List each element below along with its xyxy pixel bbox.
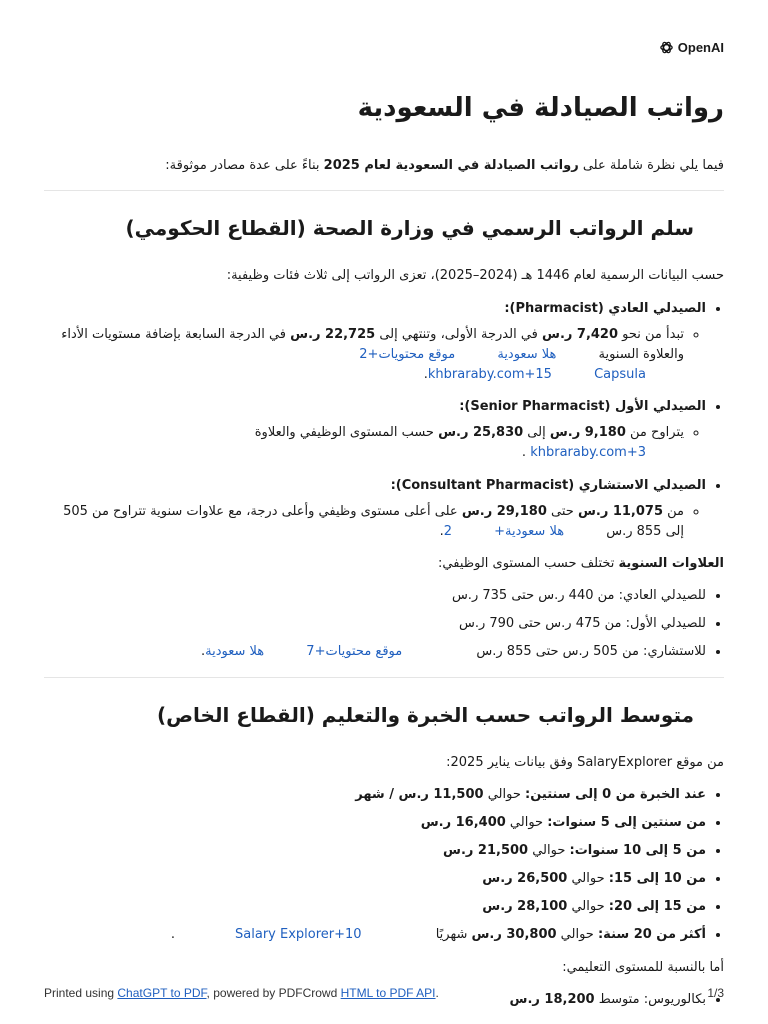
print-footer bbox=[44, 986, 724, 1000]
allowances-lead: العلاوات السنوية تختلف حسب المستوى الوظيفي: bbox=[438, 555, 724, 571]
category-list bbox=[44, 299, 724, 542]
openai-logo-icon bbox=[659, 40, 674, 55]
openai-logo bbox=[659, 40, 724, 55]
list-item: • للصيدلي العادي: من 440 ر.س حتى 735 ر.س bbox=[44, 586, 706, 606]
section-heading-private: متوسط الرواتب حسب الخبرة والتعليم (القطاع الخاص) bbox=[156, 702, 694, 727]
source-link[interactable]: هلا سعودية bbox=[205, 644, 265, 660]
source-link[interactable]: 2 bbox=[443, 523, 453, 539]
chatgpt-to-pdf-link[interactable]: ChatGPT to PDF bbox=[117, 986, 207, 1000]
logo-text: OpenAI bbox=[677, 40, 724, 55]
list-item: • من سنتين إلى 5 سنوات: حوالي 16,400 ر.س bbox=[44, 813, 706, 833]
list-item: • من 15 إلى 20: حوالي 28,100 ر.س bbox=[44, 897, 706, 917]
list-item: • عند الخبرة من 0 إلى سنتين: حوالي 11,500 ر.س / شهر bbox=[44, 785, 706, 805]
list-item: • أكثر من 20 سنة: حوالي 30,800 ر.س شهريًا Salary Explorer+10. bbox=[44, 925, 706, 945]
list-item bbox=[44, 299, 706, 386]
footer-credit: Printed using ChatGPT to PDF, powered by PDFCrowd HTML to PDF API. bbox=[44, 986, 439, 1000]
category-title: الصيدلي الأول (Senior Pharmacist): bbox=[459, 399, 706, 415]
divider bbox=[44, 677, 724, 678]
source-link[interactable]: khbraraby.com+15 bbox=[427, 367, 552, 382]
section-lead: من موقع SalaryExplorer وفق بيانات يناير 2025: bbox=[446, 754, 724, 770]
page-title: رواتب الصيادلة في السعودية bbox=[357, 93, 724, 123]
source-link[interactable]: موقع محتويات+7 bbox=[306, 644, 403, 660]
education-lead: أما بالنسبة للمستوى التعليمي: bbox=[562, 959, 724, 975]
list-item: • بكالوريوس: متوسط 18,200 ر.س bbox=[44, 990, 706, 1010]
source-link[interactable]: هلا سعودية bbox=[497, 346, 557, 362]
category-title: الصيدلي العادي (Pharmacist): bbox=[504, 300, 706, 316]
source-link[interactable]: هلا سعودية+ bbox=[494, 523, 565, 539]
experience-list bbox=[44, 785, 724, 946]
allowances-list bbox=[44, 586, 724, 662]
list-item: ◦ يتراوح من 9,180 ر.س إلى 25,830 ر.س حسب المستوى الوظيفي والعلاوة khbraraby.com+3 . bbox=[44, 423, 684, 463]
source-link[interactable]: khbraraby.com+3 bbox=[530, 445, 646, 461]
page-number: 1/3 bbox=[707, 986, 724, 1000]
section-heading-government: سلم الرواتب الرسمي في وزارة الصحة (القطاع الحكومي) bbox=[125, 216, 694, 241]
section-lead: حسب البيانات الرسمية لعام 1446 هـ (2024–2025)، تعزى الرواتب إلى ثلاث فئات وظيفية: bbox=[226, 268, 724, 284]
source-link[interactable]: موقع محتويات+2 bbox=[359, 346, 456, 362]
source-link[interactable]: Salary Explorer+10 bbox=[235, 927, 362, 943]
list-item: ◦ تبدأ من نحو 7,420 ر.س في الدرجة الأولى، وتنتهي إلى 22,725 ر.س في الدرجة السابعة بإضافة مستويات الأداء والعلاوة السنوية هلا سعودية موقع محتويات+2 khbraraby.com+15 Capsula. bbox=[44, 325, 684, 385]
document-body bbox=[44, 78, 724, 1022]
list-item: ◦ من 11,075 ر.س حتى 29,180 ر.س على أعلى مستوى وظيفي وأعلى درجة، مع علاوات سنوية تتراوح من 505 إلى 855 ر.س هلا سعودية+ 2. bbox=[44, 502, 684, 542]
intro-paragraph: فيما يلي نظرة شاملة على رواتب الصيادلة في السعودية لعام 2025 بناءً على عدة مصادر موثوقة: bbox=[165, 158, 724, 174]
list-item: • من 10 إلى 15: حوالي 26,500 ر.س bbox=[44, 869, 706, 889]
list-item: • للاستشاري: من 505 ر.س حتى 855 ر.س موقع محتويات+7 هلا سعودية. bbox=[44, 642, 706, 662]
list-item: • للصيدلي الأول: من 475 ر.س حتى 790 ر.س bbox=[44, 614, 706, 634]
list-item bbox=[44, 397, 706, 463]
divider bbox=[44, 190, 724, 191]
category-title: الصيدلي الاستشاري (Consultant Pharmacist): bbox=[390, 477, 706, 493]
list-item bbox=[44, 476, 706, 542]
source-link[interactable]: Capsula bbox=[594, 367, 646, 382]
list-item: • من 5 إلى 10 سنوات: حوالي 21,500 ر.س bbox=[44, 841, 706, 861]
html-to-pdf-link[interactable]: HTML to PDF API bbox=[340, 986, 436, 1000]
